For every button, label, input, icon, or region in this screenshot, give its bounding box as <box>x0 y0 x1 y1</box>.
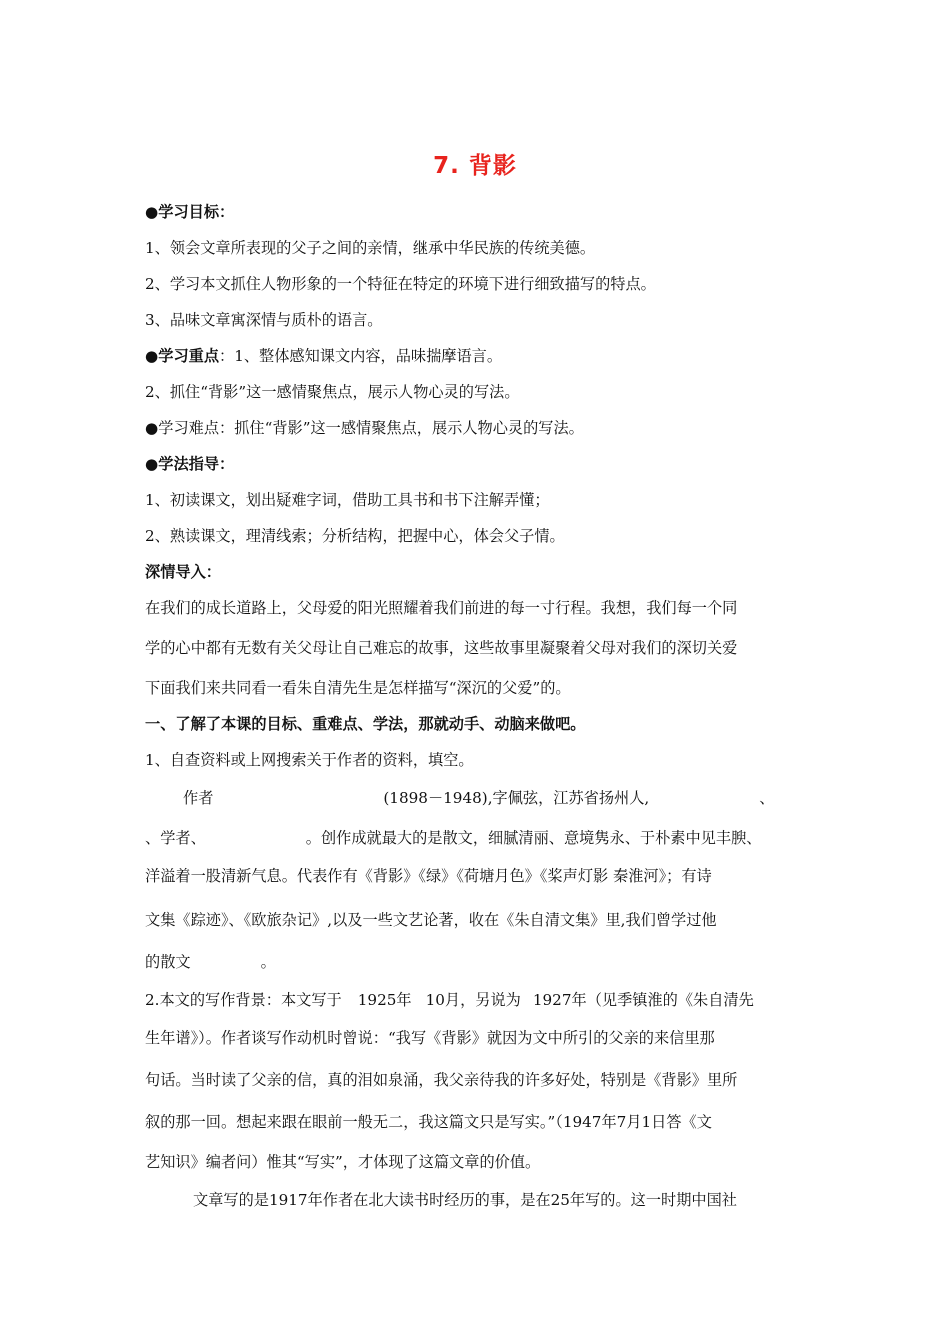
background-alt-year: 1927年（见季镇淮的《朱自清先 <box>532 991 754 1009</box>
objectives-heading: ●学习目标： <box>145 203 235 221</box>
background-label: 2.本文的写作背景：本文写于 <box>145 991 342 1009</box>
line2-start: 、学者、 <box>145 829 206 847</box>
objective-item: 2、学习本文抓住人物形象的一个特征在特定的环境下进行细致描写的特点。 <box>145 275 656 293</box>
method-heading: ●学法指导： <box>145 455 235 473</box>
intro-line: 学的心中都有无数有关父母让自己难忘的故事，这些故事里凝聚着父母对我们的深切关爱 <box>145 639 738 657</box>
key-points-line <box>145 346 502 366</box>
intro-heading: 深情导入： <box>145 563 221 581</box>
key-points-first: ：1、整体感知课文内容，品味揣摩语言。 <box>219 347 503 365</box>
author-line-2 <box>145 828 761 848</box>
author-dates: (1898－1948),字佩弦，江苏省扬州人, <box>383 789 650 807</box>
method-item: 1、初读课文，划出疑难字词，借助工具书和书下注解弄懂； <box>145 491 550 509</box>
author-line-4: 文集《踪迹》、《欧旅杂记》,以及一些文艺论著，收在《朱自清文集》里,我们曾学过他 <box>145 911 717 929</box>
author-line-5 <box>145 952 276 972</box>
key-points-second: 2、抓住“背影”这一感情聚焦点，展示人物心灵的写法。 <box>145 383 520 401</box>
intro-line: 在我们的成长道路上，父母爱的阳光照耀着我们前进的每一寸行程。我想，我们每一个同 <box>145 599 738 617</box>
background-last-line: 文章写的是1917年作者在北大读书时经历的事，是在25年写的。这一时期中国社 <box>193 1191 737 1209</box>
author-word: 作者 <box>183 789 214 807</box>
line2-end: 。创作成就最大的是散文，细腻清丽、意境隽永、于朴素中见丰腴、 <box>305 829 762 847</box>
difficulty-line: ●学习难点：抓住“背影”这一感情聚焦点，展示人物心灵的写法。 <box>145 419 584 437</box>
background-line: 生年谱》）。作者谈写作动机时曾说：“我写《背影》就因为文中所引的父亲的来信里那 <box>145 1029 715 1047</box>
page-title: 7. 背影 <box>433 153 517 179</box>
line5-start: 的散文 <box>145 953 191 971</box>
intro-line: 下面我们来共同看一看朱自清先生是怎样描写“深沉的父爱”的。 <box>145 679 571 697</box>
background-month: 10月，另说为 <box>425 991 521 1009</box>
objective-item: 1、领会文章所表现的父子之间的亲情，继承中华民族的传统美德。 <box>145 239 596 257</box>
background-line: 句话。当时读了父亲的信，真的泪如泉涌，我父亲待我的许多好处，特别是《背影》里所 <box>145 1071 738 1089</box>
background-line: 艺知识》编者问）惟其“写实”，才体现了这篇文章的价值。 <box>145 1153 541 1171</box>
author-line <box>183 788 774 808</box>
author-comma: 、 <box>759 789 775 807</box>
line5-end: 。 <box>260 953 276 971</box>
task1-label: 1、自查资料或上网搜索关于作者的资料，填空。 <box>145 751 474 769</box>
background-year: 1925年 <box>357 991 412 1009</box>
background-line: 叙的那一回。想起来跟在眼前一般无二，我这篇文只是写实。”（1947年7月1日答《文 <box>145 1113 712 1131</box>
section1-heading: 一、了解了本课的目标、重难点、学法，那就动手、动脑来做吧。 <box>145 715 586 733</box>
method-item: 2、熟读课文，理清线索；分析结构，把握中心，体会父子情。 <box>145 527 565 545</box>
objective-item: 3、品味文章寓深情与质朴的语言。 <box>145 311 383 329</box>
background-line-1 <box>145 990 754 1010</box>
author-line-3: 洋溢着一股清新气息。代表作有《背影》《绿》《荷塘月色》《桨声灯影 秦淮河》；有诗 <box>145 867 712 885</box>
key-points-heading: ●学习重点 <box>145 347 220 365</box>
